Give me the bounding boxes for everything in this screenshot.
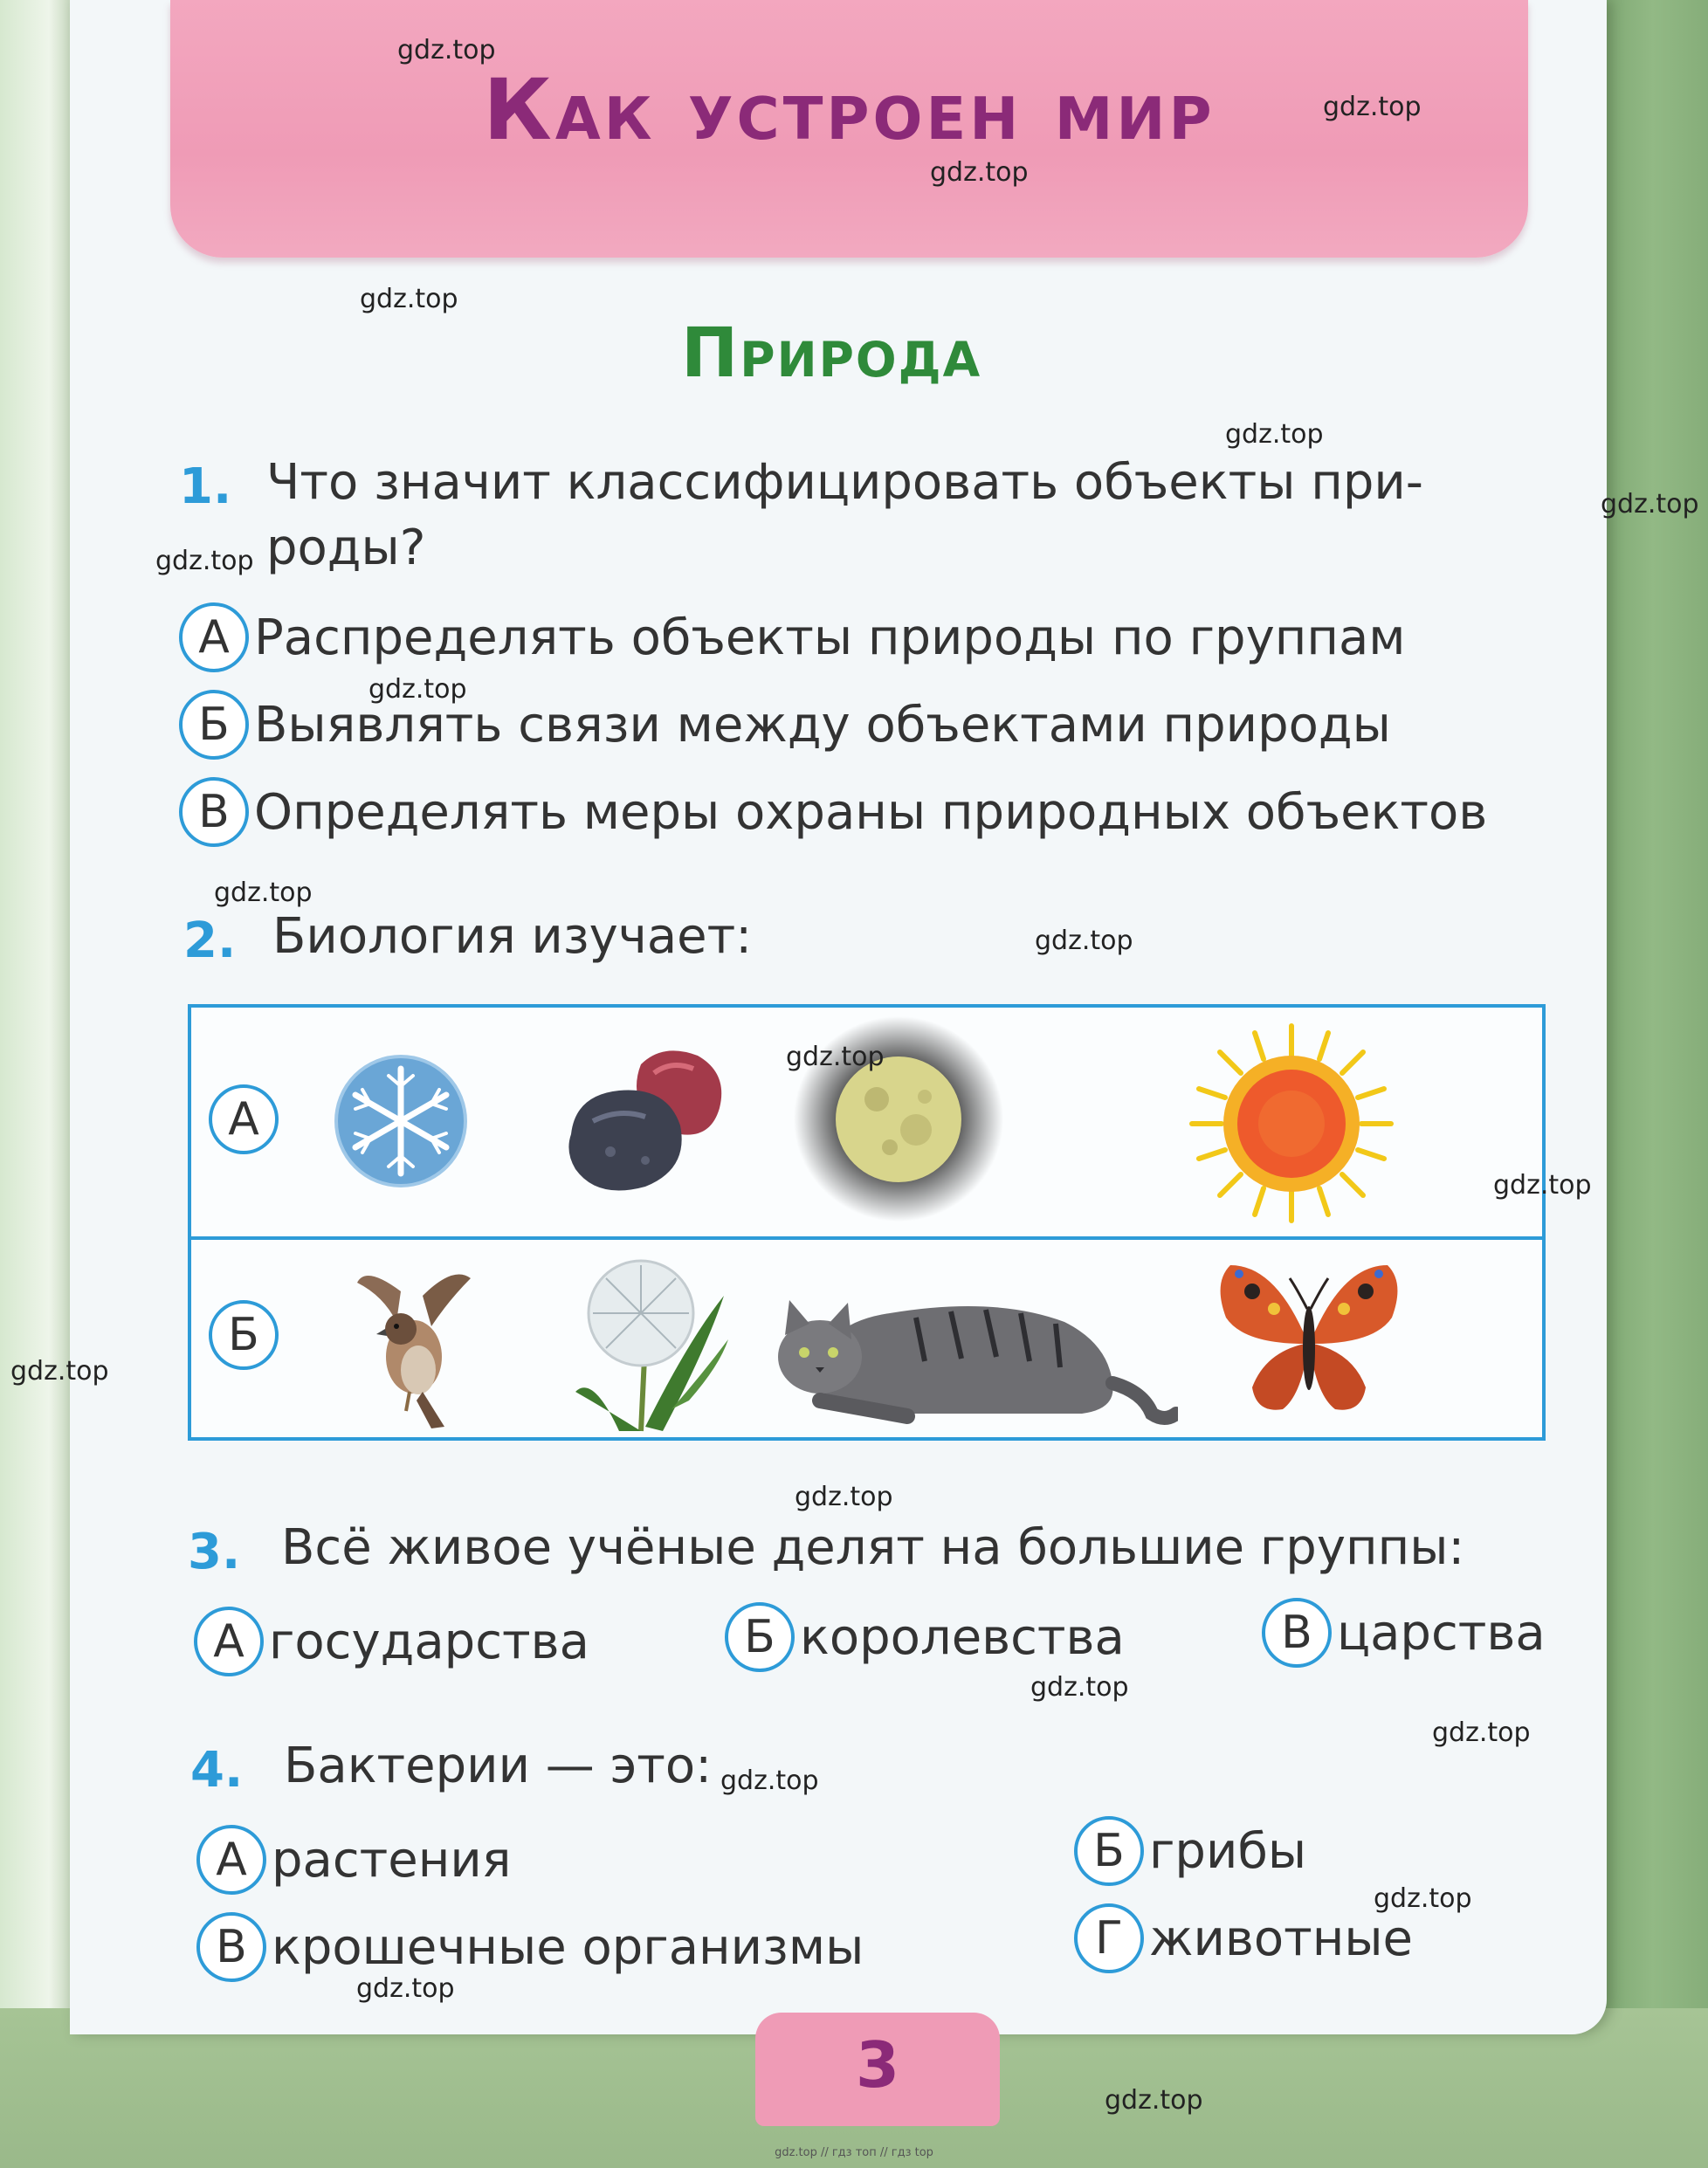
watermark: gdz.top (930, 157, 1029, 188)
question-2-option-b[interactable] (209, 1300, 279, 1370)
question-4-option-d[interactable] (1074, 1903, 1413, 1973)
question-2-number: 2. (183, 912, 237, 969)
question-3-option-a[interactable] (194, 1607, 589, 1676)
question-2-text: Биология изучает: (272, 908, 753, 965)
stones-icon (558, 1038, 733, 1204)
option-letter-badge: А (179, 602, 249, 672)
sun-icon (1187, 1021, 1396, 1226)
picture-row-divider (191, 1236, 1542, 1240)
watermark: gdz.top (214, 878, 313, 908)
watermark: gdz.top (397, 35, 496, 65)
question-1-text: Что значит классифицировать объекты при- (266, 454, 1423, 511)
watermark: gdz.top (1432, 1717, 1531, 1748)
watermark: gdz.top (356, 1973, 455, 2004)
option-text: королевства (800, 1608, 1125, 1666)
page-number-tab (755, 2013, 1000, 2126)
snowflake-icon (331, 1051, 471, 1191)
header-banner (170, 0, 1528, 258)
option-letter-badge: А (209, 1084, 279, 1154)
option-text: царства (1337, 1604, 1546, 1662)
watermark: gdz.top (720, 1765, 819, 1796)
section-title: Природа (681, 314, 982, 393)
option-letter-badge: В (1262, 1598, 1332, 1668)
cat-icon (768, 1261, 1178, 1427)
question-3-option-b[interactable] (725, 1602, 1125, 1672)
watermark: gdz.top (368, 674, 467, 705)
right-page-edge (1598, 0, 1708, 2168)
question-4-option-c[interactable] (196, 1912, 864, 1982)
option-letter-badge: Б (1074, 1816, 1144, 1886)
option-text: Определять меры охраны природных объектов (254, 783, 1488, 841)
option-text: крошечные организмы (272, 1918, 864, 1976)
question-1-option-a[interactable] (179, 602, 1406, 672)
watermark: gdz.top (795, 1482, 893, 1512)
watermark: gdz.top (155, 546, 254, 576)
option-letter-badge: Г (1074, 1903, 1144, 1973)
option-letter-badge: А (194, 1607, 264, 1676)
watermark: gdz.top (360, 284, 458, 314)
question-4-number: 4. (190, 1742, 244, 1799)
option-letter-badge: В (196, 1912, 266, 1982)
option-text: государства (269, 1613, 589, 1670)
watermark: gdz.top (1225, 419, 1324, 450)
watermark: gdz.top (1374, 1883, 1472, 1914)
question-1-option-c[interactable] (179, 777, 1487, 847)
watermark: gdz.top (1035, 926, 1133, 956)
watermark: gdz.top (1105, 2085, 1203, 2116)
butterfly-icon (1213, 1256, 1405, 1422)
option-letter-badge: Б (179, 690, 249, 760)
option-letter-badge: Б (209, 1300, 279, 1370)
watermark: gdz.top (1493, 1170, 1592, 1201)
watermark: gdz.top (1323, 92, 1422, 122)
watermark: gdz.top (1601, 489, 1699, 520)
watermark: gdz.top (10, 1356, 109, 1387)
watermark: gdz.top (786, 1042, 885, 1072)
option-text: Распределять объекты природы по группам (254, 609, 1406, 666)
question-2-option-a[interactable] (209, 1084, 279, 1154)
option-text: животные (1149, 1910, 1414, 1967)
watermark: gdz.top (1030, 1672, 1129, 1703)
question-4-option-a[interactable] (196, 1825, 511, 1895)
question-4-option-b[interactable] (1074, 1816, 1306, 1886)
option-letter-badge: В (179, 777, 249, 847)
question-3-text: Всё живое учёные делят на большие группы: (281, 1519, 1465, 1576)
option-text: грибы (1149, 1822, 1307, 1880)
sparrow-icon (348, 1261, 479, 1435)
page-title: Как устроен мир (483, 61, 1216, 159)
question-3-number: 3. (188, 1524, 241, 1580)
option-letter-badge: Б (725, 1602, 795, 1672)
question-3-option-c[interactable] (1262, 1598, 1546, 1668)
page-number: 3 (855, 2028, 900, 2102)
left-page-edge (0, 0, 70, 2168)
option-text: растения (272, 1831, 512, 1889)
question-1-text-cont: роды? (266, 520, 426, 576)
question-1-number: 1. (179, 458, 232, 515)
question-4-text: Бактерии — это: (284, 1738, 713, 1794)
option-letter-badge: А (196, 1825, 266, 1895)
bottom-note: gdz.top // гдз топ // гдз top (775, 2146, 933, 2159)
dandelion-icon (558, 1243, 733, 1435)
question-1-option-b[interactable] (179, 690, 1391, 760)
option-text: Выявлять связи между объектами природы (254, 696, 1391, 754)
